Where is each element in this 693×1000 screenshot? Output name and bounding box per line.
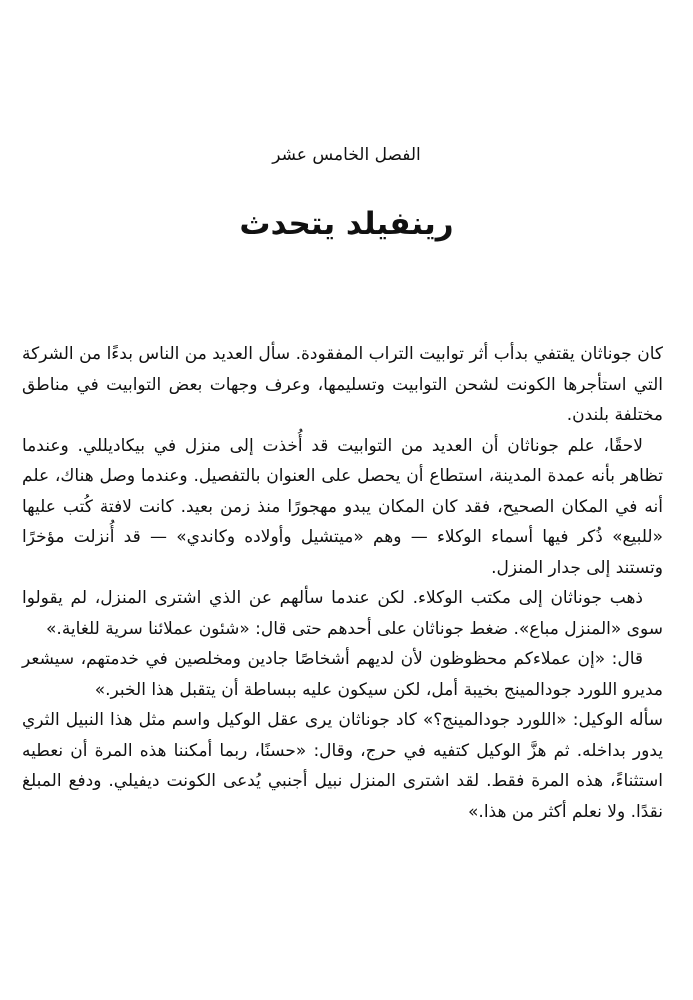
chapter-label: الفصل الخامس عشر — [272, 145, 421, 165]
chapter-title: رينفيلد يتحدث — [239, 206, 454, 242]
body-text — [22, 339, 663, 827]
paragraph-3: ذهب جوناثان إلى مكتب الوكلاء. لكن عندما سألهم عن الذي اشترى المنزل، لم يقولوا سوى «المنزل مباع». ضغط جوناثان على أحدهم حتى قال: «شئون عملائنا سرية للغاية.» — [22, 588, 663, 639]
paragraph-1: كان جوناثان يقتفي بدأب أثر توابيت التراب المفقودة. سأل العديد من الناس بدءًا من الشركة التي استأجرها الكونت لشحن التوابيت وتسليمها، وعرف وجهات بعض التوابيت في مناطق مختلفة بلندن. — [22, 344, 663, 425]
paragraph-2: لاحقًا، علم جوناثان أن العديد من التوابيت قد أُخذت إلى منزل في بيكاديللي. وعندما تظاهر بأنه عمدة المدينة، استطاع أن يحصل على العنوان بالتفصيل. وعندما وصل هناك، علم أنه في المكان الصحيح، فقد كان المكان يبدو مهجورًا منذ زمن بعيد. كانت لافتة كُتب عليها «للبيع» ذُكر فيها أسماء الوكلاء — وهم «ميتشيل وأولاده وكاندي» — قد أُنزلت مؤخرًا وتستند إلى جدار المنزل. — [22, 435, 663, 578]
paragraph-5: سأله الوكيل: «اللورد جودالمينج؟» كاد جوناثان يرى عقل الوكيل واسم مثل هذا النبيل الثري يدور بداخله. ثم هزَّ الوكيل كتفيه في حرج، وقال: «حسنًا، ربما أمكننا هذه المرة أن نعطيه استثناءً، هذه المرة فقط. لقد اشترى المنزل نبيل أجنبي يُدعى الكونت ديفيلي. ودفع المبلغ نقدًا. ولا نعلم أكثر من هذا.» — [22, 710, 663, 822]
paragraph-4: قال: «إن عملاءكم محظوظون لأن لديهم أشخاصًا جادين ومخلصين في خدمتهم، سيشعر مديرو اللورد جودالمينج بخيبة أمل، لكن سيكون عليه ببساطة أن يتقبل هذا الخبر.» — [22, 649, 663, 700]
